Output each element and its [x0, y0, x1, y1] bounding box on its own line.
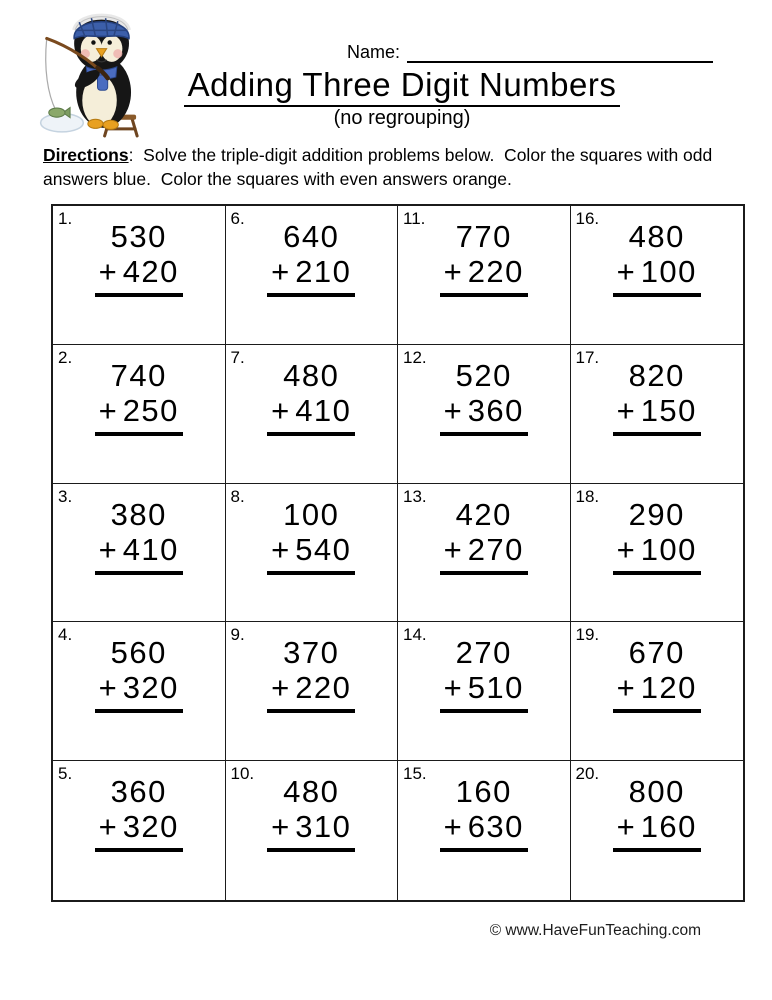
addend-top: 560 [110, 635, 167, 671]
addend-bottom: 540 [295, 531, 352, 567]
answer-line [267, 848, 355, 852]
name-blank-line [407, 42, 713, 63]
plus-sign: + [616, 809, 635, 845]
directions-label: Directions [43, 145, 129, 165]
addition-problem [76, 219, 202, 297]
problem-number: 8. [230, 486, 245, 506]
addend-bottom: 510 [467, 670, 524, 706]
addend-bottom: 320 [122, 670, 179, 706]
plus-sign: + [443, 531, 462, 567]
addend-top: 520 [455, 357, 512, 393]
addition-problem [421, 497, 547, 575]
answer-line [440, 848, 528, 852]
problem-cell-7 [226, 345, 399, 484]
problem-cell-12 [398, 345, 571, 484]
problem-cell-11 [398, 206, 571, 345]
addend-top: 800 [628, 774, 685, 810]
problem-number: 5. [58, 764, 73, 784]
addend-top: 480 [628, 219, 685, 254]
plus-sign: + [271, 670, 290, 706]
plus-sign: + [271, 809, 290, 845]
addend-top: 360 [110, 774, 167, 810]
problem-number: 10. [230, 764, 255, 784]
addend-bottom: 630 [467, 809, 524, 845]
answer-line [613, 571, 701, 575]
problem-number: 13. [403, 486, 427, 506]
answer-line [440, 293, 528, 297]
problem-number: 6. [230, 209, 245, 228]
plus-sign: + [616, 670, 635, 706]
addend-bottom: 160 [640, 809, 697, 845]
addition-problem [76, 635, 202, 713]
addend-bottom: 250 [122, 392, 179, 428]
addition-problem [594, 774, 720, 852]
problems-grid [51, 204, 745, 902]
problem-number: 15. [403, 764, 427, 784]
problem-cell-19 [571, 622, 744, 761]
addition-problem [594, 358, 720, 436]
addition-problem [76, 497, 202, 575]
answer-line [95, 709, 183, 713]
page-title [32, 66, 772, 104]
plus-sign: + [98, 254, 117, 289]
addend-top: 820 [628, 357, 685, 393]
addition-problem [421, 635, 547, 713]
addend-top: 100 [283, 496, 340, 532]
answer-line [440, 571, 528, 575]
problem-number: 12. [403, 347, 427, 367]
addend-bottom: 360 [467, 392, 524, 428]
addend-bottom: 100 [640, 531, 697, 567]
answer-line [95, 571, 183, 575]
copyright-footer: © www.HaveFunTeaching.com [489, 922, 701, 939]
addend-top: 670 [628, 635, 685, 671]
addition-problem [421, 358, 547, 436]
problem-cell-8 [226, 484, 399, 623]
addend-bottom: 420 [122, 254, 179, 289]
plus-sign: + [271, 392, 290, 428]
problem-number: 11. [403, 209, 426, 228]
problem-number: 18. [575, 486, 600, 506]
directions [43, 144, 749, 192]
addend-bottom: 120 [640, 670, 697, 706]
problem-number: 3. [58, 486, 73, 506]
problem-cell-4 [53, 622, 226, 761]
problem-cell-2 [53, 345, 226, 484]
problem-cell-9 [226, 622, 399, 761]
addend-top: 380 [110, 496, 167, 532]
plus-sign: + [443, 670, 462, 706]
answer-line [440, 709, 528, 713]
addend-top: 270 [455, 635, 512, 671]
answer-line [440, 432, 528, 436]
answer-line [267, 709, 355, 713]
plus-sign: + [616, 392, 635, 428]
answer-line [613, 709, 701, 713]
addition-problem [594, 497, 720, 575]
name-label: Name: [347, 42, 401, 62]
answer-line [613, 848, 701, 852]
addend-top: 480 [283, 774, 340, 810]
problem-cell-3 [53, 484, 226, 623]
answer-line [613, 293, 701, 297]
problem-cell-10 [226, 761, 399, 900]
page-subtitle: (no regrouping) [333, 107, 471, 129]
addition-problem [248, 774, 374, 852]
problem-cell-16 [571, 206, 744, 345]
answer-line [95, 848, 183, 852]
addend-bottom: 220 [295, 670, 352, 706]
plus-sign: + [271, 531, 290, 567]
addition-problem [248, 219, 374, 297]
addition-problem [76, 358, 202, 436]
addition-problem [248, 497, 374, 575]
page-title-text: Adding Three Digit Numbers [184, 66, 621, 107]
plus-sign: + [443, 392, 462, 428]
answer-line [95, 432, 183, 436]
plus-sign: + [271, 254, 290, 289]
plus-sign: + [98, 392, 117, 428]
addition-problem [594, 635, 720, 713]
plus-sign: + [98, 809, 117, 845]
addend-top: 370 [283, 635, 340, 671]
addend-bottom: 270 [467, 531, 524, 567]
addition-problem [248, 635, 374, 713]
plus-sign: + [616, 254, 635, 289]
problem-cell-15 [398, 761, 571, 900]
addend-top: 530 [110, 219, 167, 254]
addition-problem [421, 774, 547, 852]
problem-cell-18 [571, 484, 744, 623]
addend-top: 770 [455, 219, 512, 254]
answer-line [267, 432, 355, 436]
name-row [347, 42, 713, 63]
problem-cell-14 [398, 622, 571, 761]
problem-number: 2. [58, 347, 73, 367]
answer-line [267, 293, 355, 297]
addend-bottom: 150 [640, 392, 697, 428]
addition-problem [76, 774, 202, 852]
answer-line [613, 432, 701, 436]
addend-top: 160 [455, 774, 512, 810]
addend-top: 640 [283, 219, 340, 254]
answer-line [95, 293, 183, 297]
addend-bottom: 320 [122, 809, 179, 845]
problem-number: 16. [575, 209, 600, 228]
problem-number: 1. [58, 209, 73, 228]
problem-number: 17. [575, 347, 600, 367]
problem-cell-6 [226, 206, 399, 345]
addend-top: 480 [283, 357, 340, 393]
addend-bottom: 210 [295, 254, 352, 289]
plus-sign: + [98, 670, 117, 706]
problem-number: 9. [230, 625, 245, 645]
problem-cell-1 [53, 206, 226, 345]
addend-top: 740 [110, 357, 167, 393]
addend-bottom: 310 [295, 809, 352, 845]
addition-problem [594, 219, 720, 297]
plus-sign: + [443, 254, 462, 289]
problem-cell-5 [53, 761, 226, 900]
addend-bottom: 410 [122, 531, 179, 567]
plus-sign: + [616, 531, 635, 567]
problem-number: 19. [575, 625, 600, 645]
addend-bottom: 100 [640, 254, 697, 289]
problem-number: 20. [575, 764, 600, 784]
addend-bottom: 220 [467, 254, 524, 289]
directions-text: : Solve the triple-digit addition problems below. Color the squares with odd answers blue. Color the squares with even answers orange. [43, 145, 718, 189]
addend-bottom: 410 [295, 392, 352, 428]
plus-sign: + [98, 531, 117, 567]
plus-sign: + [443, 809, 462, 845]
problem-number: 4. [58, 625, 73, 645]
addend-top: 420 [455, 496, 512, 532]
addition-problem [421, 219, 547, 297]
answer-line [267, 571, 355, 575]
addend-top: 290 [628, 496, 685, 532]
problem-number: 7. [230, 347, 245, 367]
problem-cell-13 [398, 484, 571, 623]
problem-cell-20 [571, 761, 744, 900]
addition-problem [248, 358, 374, 436]
problem-cell-17 [571, 345, 744, 484]
problem-number: 14. [403, 625, 427, 645]
